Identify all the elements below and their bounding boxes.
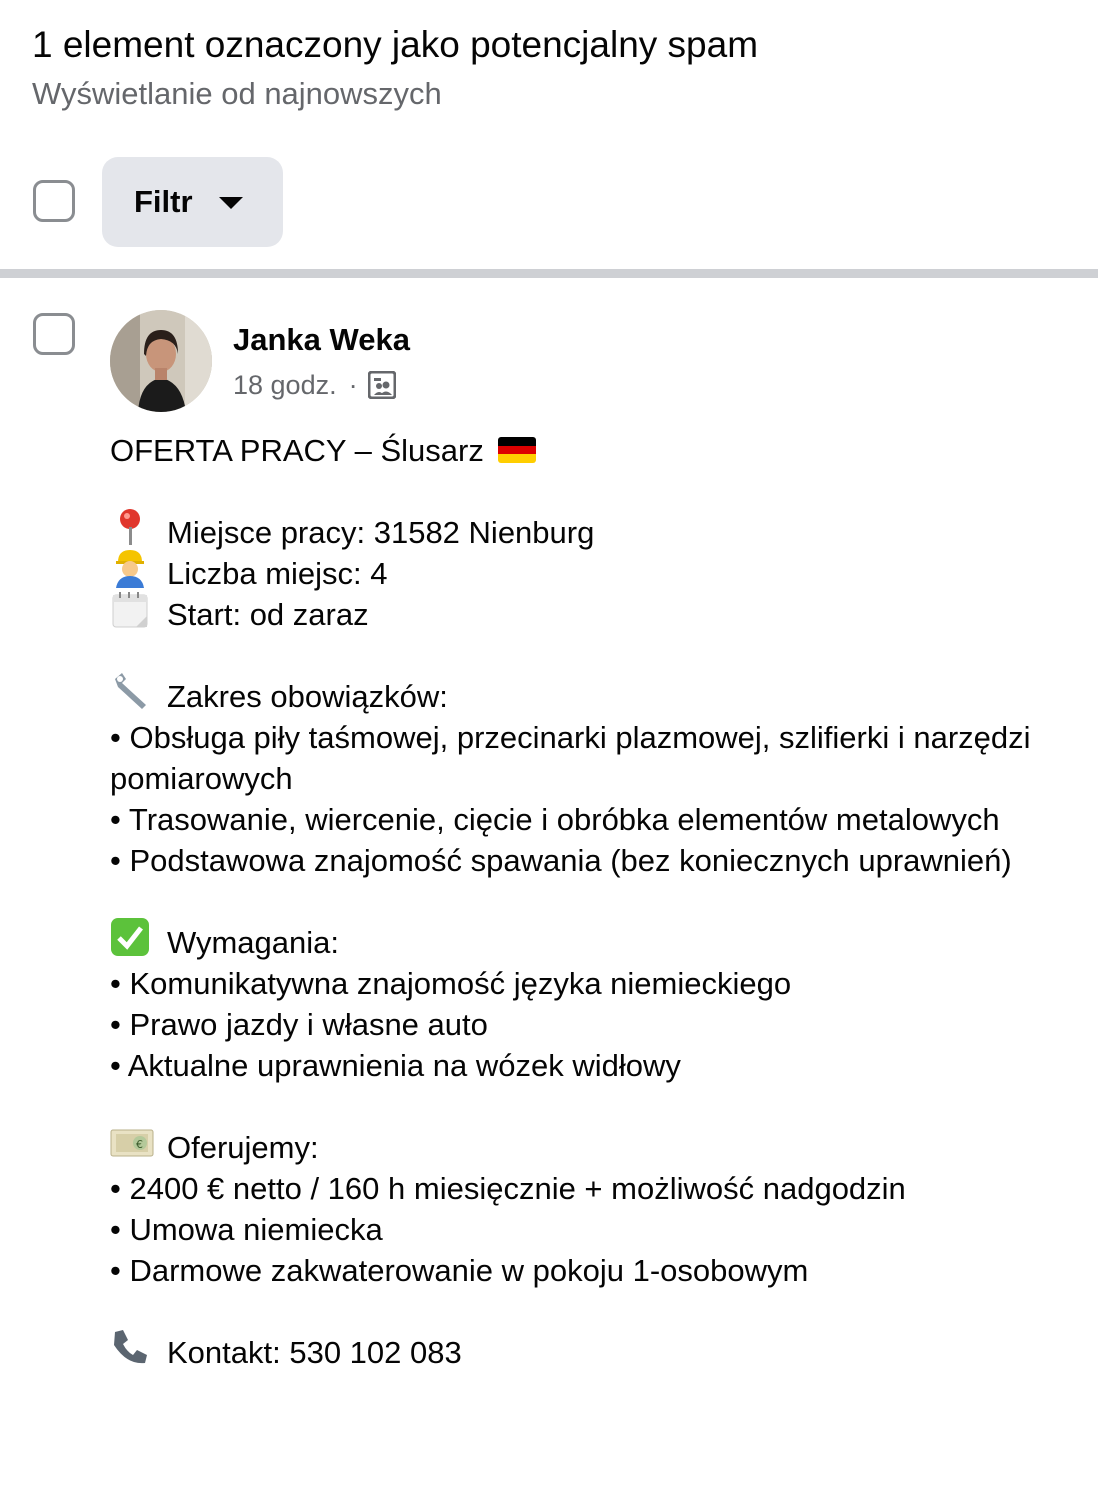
avatar-photo (110, 310, 212, 412)
euro-banknote-icon (110, 1128, 150, 1164)
meta-separator: · (348, 370, 358, 400)
svg-text:€: € (136, 1138, 143, 1151)
location-text: Miejsce pracy: 31582 Nienburg (167, 515, 595, 550)
requirement-item: • Prawo jazdy i własne auto (110, 1007, 488, 1042)
post-body (110, 430, 1058, 1373)
post-time[interactable]: 18 godz. (233, 370, 337, 400)
offer-item: • Umowa niemiecka (110, 1212, 383, 1247)
location-line (110, 512, 1058, 553)
duties-heading-line (110, 676, 1058, 717)
duty-item: • Podstawowa znajomość spawania (bez koniecznych uprawnień) (110, 843, 1012, 878)
offer-item: • 2400 € netto / 160 h miesięcznie + możliwość nadgodzin (110, 1171, 906, 1206)
requirements-heading: Wymagania: (167, 925, 340, 960)
sort-info: Wyświetlanie od najnowszych (32, 76, 442, 111)
filter-label: Filtr (134, 184, 193, 219)
post-title-line (110, 430, 1058, 471)
post-meta (233, 367, 396, 403)
duty-item: • Obsługa piły taśmowej, przecinarki plazmowej, szlifierki i narzędzi pomiarowych (110, 720, 1031, 796)
page-title: 1 element oznaczony jako potencjalny spam (32, 24, 759, 65)
worker-icon (110, 554, 150, 590)
start-text: Start: od zaraz (167, 597, 369, 632)
offer-heading-line (110, 1127, 1058, 1168)
caret-down-icon (219, 197, 243, 209)
requirements-heading-line (110, 922, 1058, 963)
avatar[interactable] (110, 310, 212, 412)
requirement-item: • Aktualne uprawnienia na wózek widłowy (110, 1048, 681, 1083)
offer-heading: Oferujemy: (167, 1130, 319, 1165)
select-all-checkbox[interactable] (33, 180, 75, 222)
post-author[interactable]: Janka Weka (233, 322, 410, 357)
group-icon (368, 371, 396, 399)
positions-text: Liczba miejsc: 4 (167, 556, 388, 591)
post-select-checkbox[interactable] (33, 313, 75, 355)
wrench-icon (110, 677, 150, 713)
filter-button[interactable] (102, 157, 283, 247)
germany-flag-icon (498, 437, 536, 463)
duty-item: • Trasowanie, wiercenie, cięcie i obróbka elementów metalowych (110, 802, 1000, 837)
contact-text: Kontakt: 530 102 083 (167, 1335, 462, 1370)
requirement-item: • Komunikatywna znajomość języka niemieckiego (110, 966, 792, 1001)
section-divider (0, 269, 1098, 278)
pin-icon (110, 513, 150, 549)
phone-icon (110, 1333, 150, 1369)
contact-line (110, 1332, 1058, 1373)
offer-item: • Darmowe zakwaterowanie w pokoju 1-osobowym (110, 1253, 809, 1288)
page-header (32, 22, 1078, 114)
duties-heading: Zakres obowiązków: (167, 679, 448, 714)
check-mark-icon (110, 923, 150, 959)
start-line (110, 594, 1058, 635)
post-title: OFERTA PRACY – Ślusarz (110, 433, 484, 468)
positions-line (110, 553, 1058, 594)
calendar-icon (110, 595, 150, 631)
